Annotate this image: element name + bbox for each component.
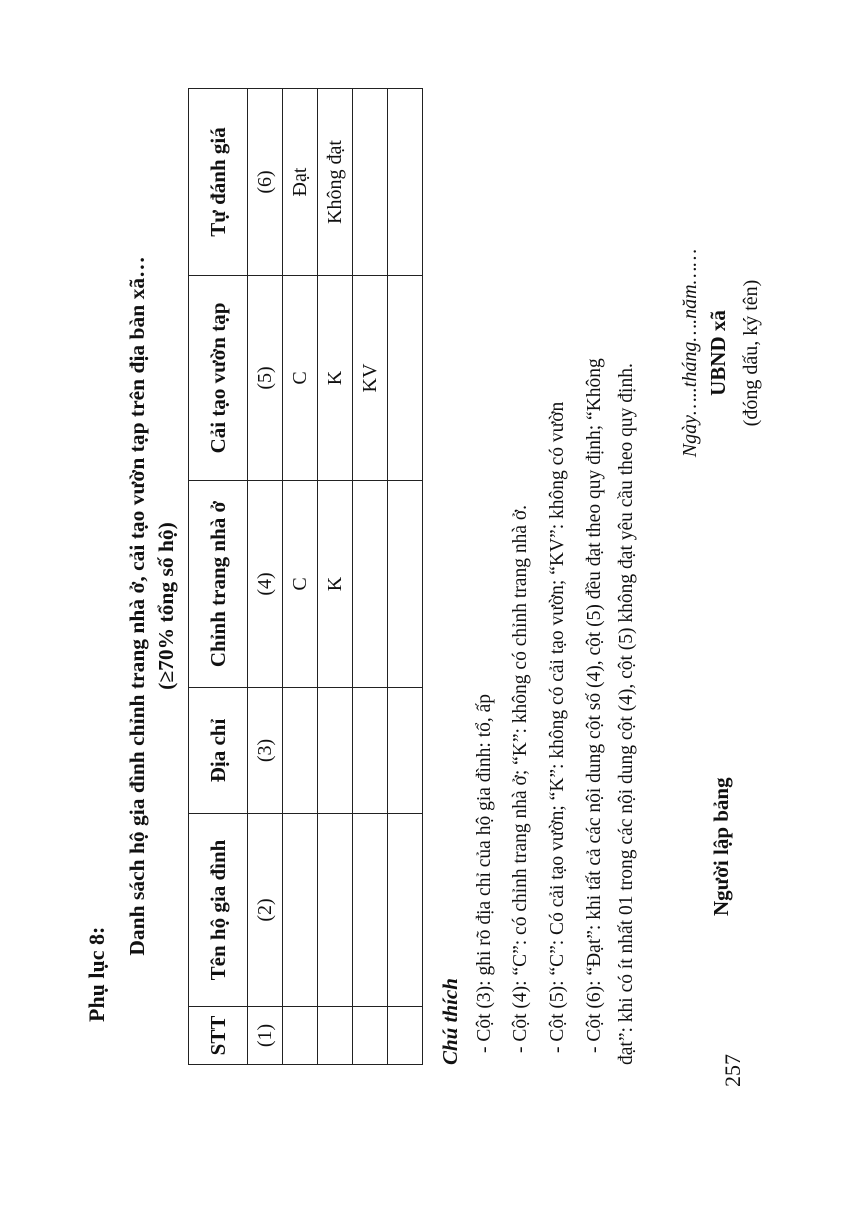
date-line: Ngày…..tháng….năm…… <box>679 248 701 458</box>
table-cell: K <box>318 481 353 688</box>
table-cell <box>388 276 423 481</box>
table-cell <box>388 814 423 1007</box>
table-row <box>318 89 353 1065</box>
header-address: Địa chỉ <box>189 688 248 814</box>
table-cell: (2) <box>248 814 283 1007</box>
table-header-row <box>189 89 248 1065</box>
note-line: - Cột (4): “C”: có chỉnh trang nhà ở; “K”: không có chỉnh trang nhà ở. <box>510 504 531 1053</box>
signer-note: (đóng dấu, ký tên) <box>740 279 762 427</box>
preparer-label: Người lập bảng <box>709 777 733 916</box>
table-row <box>388 89 423 1065</box>
notes-heading: Chú thích <box>438 978 462 1065</box>
household-table <box>188 88 423 1065</box>
table-cell: Không đạt <box>318 89 353 276</box>
table-cell <box>318 814 353 1007</box>
table-cell: Đạt <box>283 89 318 276</box>
header-garden-renovation: Cải tạo vườn tạp <box>189 276 248 481</box>
note-line: - Cột (3): ghi rõ địa chỉ của hộ gia đình: tổ, ấp <box>474 693 495 1053</box>
table-cell: (5) <box>248 276 283 481</box>
table-cell <box>353 688 388 814</box>
table-cell <box>283 688 318 814</box>
table-cell: (6) <box>248 89 283 276</box>
table-cell: (3) <box>248 688 283 814</box>
header-household-name: Tên hộ gia đình <box>189 814 248 1007</box>
table-row <box>353 89 388 1065</box>
document-subtitle: (≥70% tổng số hộ) <box>154 522 178 690</box>
header-stt: STT <box>189 1007 248 1065</box>
table-cell <box>353 1007 388 1065</box>
table-cell <box>353 481 388 688</box>
table-cell: (1) <box>248 1007 283 1065</box>
appendix-label: Phụ lục 8: <box>84 926 109 1022</box>
table-cell <box>283 814 318 1007</box>
table-cell: K <box>318 276 353 481</box>
header-self-assessment: Tự đánh giá <box>189 89 248 276</box>
table-row <box>248 89 283 1065</box>
table-cell: C <box>283 481 318 688</box>
table-cell <box>388 688 423 814</box>
note-line: đạt”: khi có ít nhất 01 trong các nội dung cột (4), cột (5) không đạt yêu cầu theo quy định. <box>616 363 637 1065</box>
table-cell <box>388 1007 423 1065</box>
table-cell: C <box>283 276 318 481</box>
note-line: - Cột (6): “Đạt”: khi tất cả các nội dung cột số (4), cột (5) đều đạt theo quy định; “Không <box>584 358 605 1053</box>
header-house-renovation: Chỉnh trang nhà ở <box>189 481 248 688</box>
table-cell <box>388 481 423 688</box>
table-cell <box>318 1007 353 1065</box>
table-cell: KV <box>353 276 388 481</box>
signer-label: UBND xã <box>706 310 730 396</box>
table-cell <box>388 89 423 276</box>
page-number: 257 <box>720 1054 745 1087</box>
document-title: Danh sách hộ gia đình chỉnh trang nhà ở, cải tạo vườn tạp trên địa bàn xã… <box>125 256 149 956</box>
table-row <box>283 89 318 1065</box>
table-cell: (4) <box>248 481 283 688</box>
note-line: - Cột (5): “C”: Có cải tạo vườn; “K”: không có cải tạo vườn; “KV”: không có vườn <box>547 401 568 1053</box>
table-cell <box>353 814 388 1007</box>
table-cell <box>318 688 353 814</box>
table-cell <box>283 1007 318 1065</box>
table-cell <box>353 89 388 276</box>
